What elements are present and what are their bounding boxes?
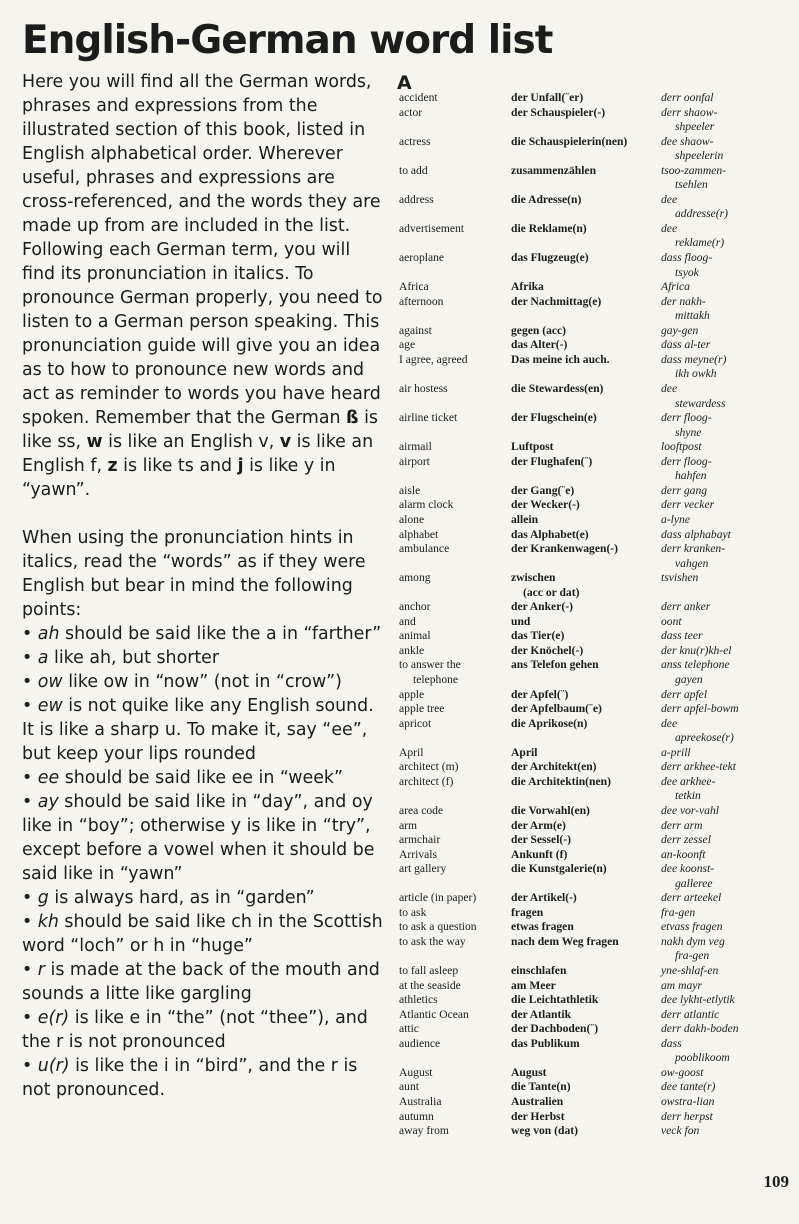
hint-text: is made at the back of the mouth and sounds a litte like gargling xyxy=(22,960,380,1004)
section-letter: A xyxy=(397,72,412,94)
german-term: der Anker(-) xyxy=(511,600,573,614)
pronunciation: owstra-lian xyxy=(661,1094,715,1108)
hint-key: ew xyxy=(37,696,63,716)
english-term: actor xyxy=(399,105,423,119)
intro-paragraph: Here you will find all the German words, phrases and expressions from the illustrated section of this book, listed in English alphabetical order. Wherever useful, phrases and expressions are cross-referenced, and the words they are made up from are included in the list. Following each German term, you will find its pronunciation in italics. To pronounce German properly, you need to listen to a German person speaking. This pronunciation guide will give you an idea as to how to pronounce new words and act as reminder to words you have heard spoken. Remember that the German ß is like ss, w is like an English v, v is like an English f, z is like ts and j is like y in “yawn”. xyxy=(22,72,383,500)
pronunciation: looftpost xyxy=(661,440,702,454)
english-term: anchor xyxy=(399,600,431,614)
pronunciation: derr atlantic xyxy=(661,1007,720,1021)
english-term: article (in paper) xyxy=(399,891,477,905)
english-term: age xyxy=(399,338,416,352)
pronunciation: derr herpst xyxy=(661,1109,713,1123)
hint-text: is like e in “the” (not “thee”), and the r is not pronounced xyxy=(22,1008,368,1052)
pronunciation: derr floog- shyne xyxy=(661,411,712,439)
pronunciation: derr floog- hahfen xyxy=(661,454,712,483)
english-term: to ask xyxy=(399,905,427,919)
hint-key: kh xyxy=(37,912,59,932)
german-term: der Artikel(-) xyxy=(511,891,577,905)
pronunciation: yne-shlaf-en xyxy=(661,964,719,977)
english-term: address xyxy=(399,192,434,206)
hint-key: g xyxy=(37,888,49,908)
pronunciation: nakh dym veg fra-gen xyxy=(661,934,725,963)
english-term: audience xyxy=(399,1036,441,1050)
english-term: attic xyxy=(399,1022,419,1036)
hint-item: • kh should be said like ch in the Scottish word “loch” or h in “huge” xyxy=(22,912,383,956)
english-term: April xyxy=(399,745,424,759)
german-term: das Alter(-) xyxy=(511,338,568,352)
german-term: Australien xyxy=(511,1094,564,1108)
german-term: und xyxy=(511,614,531,628)
german-term: der Apfel(¨) xyxy=(511,687,569,701)
pronunciation: dee reklame(r) xyxy=(661,221,725,250)
english-term: to ask the way xyxy=(399,934,466,948)
hint-item: • e(r) is like e in “the” (not “thee”), and the r is not pronounced xyxy=(22,1008,368,1052)
german-term: das Tier(e) xyxy=(511,629,565,643)
english-term: Australia xyxy=(399,1094,442,1108)
hint-text: should be said like the a in “farther” xyxy=(59,624,382,644)
english-term: area code xyxy=(399,803,444,817)
hint-text: should be said like in “day”, and oy like in “boy”; otherwise y is like in “try”, except before a vowel when it should be said like in “yawn” xyxy=(22,792,375,884)
pronunciation: ow-goost xyxy=(661,1065,704,1079)
english-term: aeroplane xyxy=(399,251,445,265)
pronunciation: tsoo-zammen- tsehlen xyxy=(661,163,727,192)
hint-key: ow xyxy=(37,672,63,692)
german-term: der Flughafen(¨) xyxy=(511,454,593,468)
english-term: alphabet xyxy=(399,527,439,541)
german-term: der Schauspieler(-) xyxy=(511,105,606,119)
german-term: Afrika xyxy=(511,280,544,294)
english-term: airport xyxy=(399,454,430,468)
english-term: aunt xyxy=(399,1080,419,1094)
hint-text: like ow in “now” (not in “crow”) xyxy=(62,672,342,692)
hint-key: a xyxy=(37,648,49,668)
pronunciation: dass pooblikoom xyxy=(661,1036,730,1065)
english-term: architect (m) xyxy=(399,760,459,774)
german-term: der Knöchel(-) xyxy=(511,643,584,657)
pronunciation: derr anker xyxy=(661,600,711,614)
german-term: die Leichtathletik xyxy=(511,993,599,1007)
pronunciation: fra-gen xyxy=(661,905,696,919)
german-term: die Adresse(n) xyxy=(511,192,582,206)
pronunciation: dee vor-vahl xyxy=(661,803,720,817)
english-term: to fall asleep xyxy=(399,964,459,977)
german-term: fragen xyxy=(511,905,544,919)
page-number: 109 xyxy=(763,1172,789,1191)
german-term: der Wecker(-) xyxy=(511,498,580,512)
english-term: away from xyxy=(399,1124,449,1138)
pronunciation: dee arkhee- tetkin xyxy=(661,774,716,803)
pronunciation: am mayr xyxy=(661,978,702,992)
pronunciation: dee stewardess xyxy=(661,382,726,410)
pronunciation: derr oonfal xyxy=(661,91,714,104)
pronunciation: dass teer xyxy=(661,629,703,643)
hint-text: like ah, but shorter xyxy=(48,648,220,668)
english-term: Arrivals xyxy=(399,847,437,861)
german-term: das Publikum xyxy=(511,1036,580,1050)
pronunciation: derr zessel xyxy=(661,833,711,847)
hint-key: e(r) xyxy=(37,1008,70,1028)
german-term: die Kunstgalerie(n) xyxy=(511,862,607,876)
pronunciation: dee addresse(r) xyxy=(661,192,729,221)
german-term: gegen (acc) xyxy=(511,323,567,337)
pronunciation: dass al-ter xyxy=(661,338,711,352)
hint-text: is always hard, as in “garden” xyxy=(48,888,315,908)
pronunciation: der knu(r)kh-el xyxy=(661,643,732,657)
hint-item: • ay should be said like in “day”, and oy like in “boy”; otherwise y is like in “try”, except before a vowel when it should be said like in “yawn” xyxy=(22,792,375,884)
english-term: accident xyxy=(399,91,438,104)
german-term: einschlafen xyxy=(511,964,567,977)
pronunciation: derr dakh-boden xyxy=(661,1022,739,1036)
hint-item: • ee should be said like ee in “week” xyxy=(22,768,343,788)
english-term: air hostess xyxy=(399,382,448,395)
english-term: airline ticket xyxy=(399,411,458,425)
hint-text: should be said like ch in the Scottish word “loch” or h in “huge” xyxy=(22,912,383,956)
pronunciation: derr vecker xyxy=(661,498,715,512)
hint-text: is not quike like any English sound. It is like a sharp u. To make it, say “ee”, but keep your lips rounded xyxy=(22,696,374,764)
german-term: Das meine ich auch. xyxy=(511,352,610,366)
german-term: der Krankenwagen(-) xyxy=(511,542,619,556)
english-term: art gallery xyxy=(399,862,447,876)
german-term: der Apfelbaum(¨e) xyxy=(511,702,602,716)
german-term: die Aprikose(n) xyxy=(511,716,588,730)
german-term: der Unfall(¨er) xyxy=(511,91,584,104)
pronunciation: derr gang xyxy=(661,483,708,497)
english-term: autumn xyxy=(399,1109,434,1123)
pronunciation: dass meyne(r) ikh owkh xyxy=(661,352,727,381)
english-term: actress xyxy=(399,134,431,148)
hint-item: • ow like ow in “now” (not in “crow”) xyxy=(22,672,342,692)
pronunciation: veck fon xyxy=(661,1124,700,1138)
german-term: weg von (dat) xyxy=(511,1124,578,1138)
pronunciation: derr kranken- vahgen xyxy=(661,542,726,570)
pronunciation: der nakh- mittakh xyxy=(661,294,710,323)
hint-item: • g is always hard, as in “garden” xyxy=(22,888,315,908)
german-term: am Meer xyxy=(511,978,556,992)
german-term: ans Telefon gehen xyxy=(511,658,599,672)
pronunciation: derr arm xyxy=(661,818,703,832)
german-term: die Reklame(n) xyxy=(511,221,587,235)
german-term: die Schauspielerin(nen) xyxy=(511,134,628,148)
german-term: der Flugschein(e) xyxy=(511,411,597,425)
pronunciation: anss telephone gayen xyxy=(661,658,730,686)
page-title: English-German word list xyxy=(22,18,553,63)
pronunciation: dee lykht-etlytik xyxy=(661,993,735,1007)
pronunciation: dee tante(r) xyxy=(661,1080,716,1094)
english-term: apple tree xyxy=(399,702,445,716)
german-term: der Atlantik xyxy=(511,1007,572,1021)
english-term: alarm clock xyxy=(399,498,454,512)
hint-key: ay xyxy=(37,792,59,812)
german-term: die Architektin(nen) xyxy=(511,774,611,788)
english-term: to answer the telephone xyxy=(399,658,461,686)
pronunciation: derr shaow- shpeeler xyxy=(661,105,718,134)
pronunciation: dass alphabayt xyxy=(661,527,731,541)
english-term: airmail xyxy=(399,440,432,454)
english-term: I agree, agreed xyxy=(399,352,468,366)
hint-item: • a like ah, but shorter xyxy=(22,648,220,668)
hint-key: ee xyxy=(37,768,60,788)
hint-key: ah xyxy=(37,624,60,644)
english-term: afternoon xyxy=(399,294,444,308)
pronunciation: an-koonft xyxy=(661,847,706,861)
pronunciation: dee koonst- galleree xyxy=(661,862,715,890)
german-term: zusammenzählen xyxy=(511,163,597,177)
hint-item: • ah should be said like the a in “farther” xyxy=(22,624,382,644)
english-term: Africa xyxy=(399,280,429,294)
pronunciation: a-lyne xyxy=(661,512,690,526)
pronunciation: derr apfel xyxy=(661,687,708,701)
english-term: at the seaside xyxy=(399,978,461,992)
hints-intro: When using the pronunciation hints in italics, read the “words” as if they were English but bear in mind the following points: xyxy=(22,528,366,620)
german-term: der Gang(¨e) xyxy=(511,483,575,497)
german-term: die Stewardess(en) xyxy=(511,382,604,395)
pronunciation: etvass fragen xyxy=(661,920,723,934)
pronunciation: dee shaow- shpeelerin xyxy=(661,134,724,163)
german-term: die Vorwahl(en) xyxy=(511,803,590,817)
pronunciation: derr apfel-bowm xyxy=(661,702,739,716)
german-term: der Herbst xyxy=(511,1109,565,1123)
german-term: das Alphabet(e) xyxy=(511,527,589,541)
english-term: and xyxy=(399,614,416,628)
pronunciation: derr arteekel xyxy=(661,891,722,905)
english-term: armchair xyxy=(399,833,441,847)
english-term: athletics xyxy=(399,993,438,1007)
english-term: advertisement xyxy=(399,221,465,235)
english-term: alone xyxy=(399,512,425,526)
german-term: etwas fragen xyxy=(511,920,574,934)
german-term: August xyxy=(511,1065,547,1079)
german-term: nach dem Weg fragen xyxy=(511,934,619,948)
english-term: Atlantic Ocean xyxy=(399,1007,469,1021)
english-term: ankle xyxy=(399,643,425,657)
pronunciation: gay-gen xyxy=(661,323,699,337)
pronunciation: derr arkhee-tekt xyxy=(661,760,737,774)
english-term: to add xyxy=(399,163,428,177)
english-term: against xyxy=(399,323,432,337)
pronunciation: dee apreekose(r) xyxy=(661,716,734,745)
pronunciation: oont xyxy=(661,614,682,628)
german-term: der Dachboden(¨) xyxy=(511,1022,599,1036)
english-term: ambulance xyxy=(399,542,450,556)
english-term: arm xyxy=(399,818,418,832)
german-term: April xyxy=(511,745,538,759)
hint-key: r xyxy=(37,960,45,980)
hint-item: • ew is not quike like any English sound. It is like a sharp u. To make it, say “ee”, but keep your lips rounded xyxy=(22,696,374,764)
english-term: to ask a question xyxy=(399,920,477,934)
english-term: among xyxy=(399,571,431,585)
hint-item: • u(r) is like the i in “bird”, and the r is not pronounced. xyxy=(22,1056,358,1100)
german-term: zwischen (acc or dat) xyxy=(511,571,580,599)
english-term: animal xyxy=(399,629,431,643)
german-term: der Arm(e) xyxy=(511,818,566,832)
english-term: apricot xyxy=(399,716,432,730)
hint-text: should be said like ee in “week” xyxy=(59,768,343,788)
german-term: Luftpost xyxy=(511,440,554,454)
german-term: allein xyxy=(511,512,539,526)
pronunciation: tsvishen xyxy=(661,571,699,585)
german-term: der Architekt(en) xyxy=(511,760,597,774)
pronunciation: Africa xyxy=(661,280,690,294)
german-term: das Flugzeug(e) xyxy=(511,251,589,265)
german-term: Ankunft (f) xyxy=(511,847,568,861)
english-term: apple xyxy=(399,687,425,701)
pronunciation: a-prill xyxy=(661,745,691,759)
german-term: die Tante(n) xyxy=(511,1080,571,1094)
german-term: der Nachmittag(e) xyxy=(511,294,602,308)
hint-text: is like the i in “bird”, and the r is not pronounced. xyxy=(22,1056,358,1100)
hint-key: u(r) xyxy=(37,1056,70,1076)
pronunciation: dass floog- tsyok xyxy=(661,251,713,279)
german-term: der Sessel(-) xyxy=(511,833,571,847)
hint-item: • r is made at the back of the mouth and sounds a litte like gargling xyxy=(22,960,380,1004)
english-term: August xyxy=(399,1065,433,1079)
english-term: architect (f) xyxy=(399,774,454,788)
english-term: aisle xyxy=(399,483,421,497)
